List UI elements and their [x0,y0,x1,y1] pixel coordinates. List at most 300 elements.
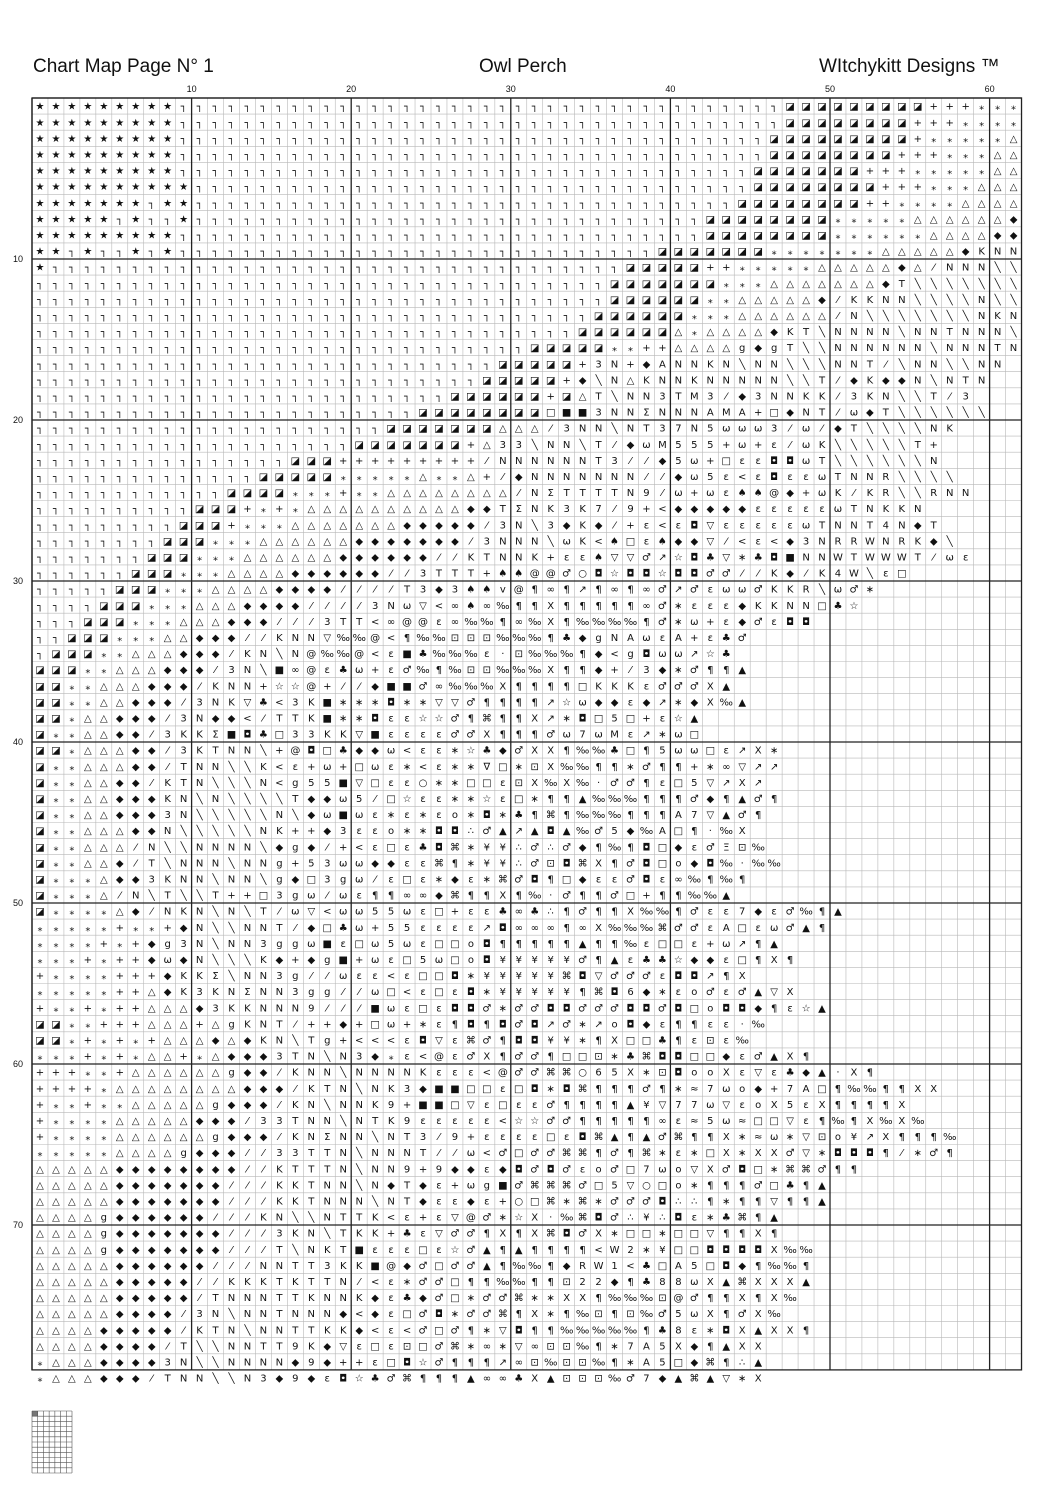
stitch-symbol: ○ [418,777,428,789]
stitch-symbol: ◪ [833,198,843,210]
stitch-symbol: · [708,826,712,838]
stitch-symbol: ┐ [308,391,315,403]
stitch-symbol: ⁎ [53,938,59,950]
stitch-symbol: ⁎ [244,536,250,548]
stitch-symbol: ┐ [388,198,395,210]
stitch-symbol: X [706,1309,714,1321]
stitch-symbol: N [147,842,156,854]
stitch-symbol: △ [36,1341,44,1353]
stitch-symbol: ⁎ [37,938,43,950]
stitch-symbol: ‰ [607,842,622,854]
stitch-symbol: ⁄ [932,262,935,274]
stitch-symbol: ‰ [543,777,558,789]
stitch-symbol: ┐ [276,117,283,129]
stitch-symbol: ┐ [340,327,347,339]
stitch-symbol: ◪ [194,504,205,516]
stitch-symbol: ε [372,1244,378,1256]
stitch-symbol: ∗ [450,761,460,773]
stitch-symbol: ¶ [627,1276,634,1288]
stitch-symbol: 5 [675,1309,682,1321]
stitch-symbol: ◆ [419,1180,427,1192]
stitch-symbol: ◆ [658,455,667,467]
stitch-symbol: K [339,729,347,741]
stitch-symbol: ↗ [658,552,667,564]
stitch-symbol: ┐ [707,149,714,161]
stitch-symbol: K [196,971,203,983]
stitch-symbol: ╲ [898,327,905,339]
stitch-symbol: ◆ [371,1051,379,1063]
stitch-symbol: ε [962,552,969,564]
stitch-symbol: ┐ [547,246,554,258]
stitch-symbol: ¶ [723,1293,730,1305]
stitch-symbol: ┐ [420,133,427,145]
stitch-symbol: A [706,407,714,419]
stitch-symbol: ¶ [723,1309,730,1321]
stitch-symbol: ┐ [356,310,363,322]
stitch-symbol: ∴ [547,906,554,918]
stitch-symbol: △ [435,488,443,500]
stitch-symbol: ◆ [818,294,826,306]
stitch-symbol: 3 [180,745,187,757]
stitch-symbol: N [690,423,699,435]
stitch-symbol: ┐ [579,262,586,274]
stitch-symbol: ┐ [531,182,538,194]
stitch-symbol: ⁄ [230,1196,233,1208]
stitch-symbol: ╲ [180,842,187,854]
stitch-symbol: ┐ [260,198,267,210]
stitch-symbol: N [882,391,890,403]
stitch-symbol: ◪ [99,600,109,612]
stitch-symbol: ◆ [307,922,316,934]
stitch-symbol: ◆ [243,1051,252,1063]
stitch-symbol: T [483,552,490,564]
stitch-symbol: ∗ [466,971,476,983]
stitch-symbol: ⊡ [658,1067,667,1079]
stitch-symbol: ★ [147,101,157,113]
stitch-symbol: ε [404,777,410,789]
stitch-symbol: N [275,1357,284,1369]
stitch-symbol: ε [675,1115,682,1127]
stitch-symbol: K [292,1196,299,1208]
stitch-symbol: △ [115,745,124,757]
stitch-symbol: ¶ [675,1035,682,1047]
stitch-symbol: ¶ [595,1099,602,1111]
stitch-symbol: ┐ [68,262,75,274]
stitch-symbol: ┐ [244,343,251,355]
stitch-symbol: ∴ [627,1212,634,1224]
stitch-symbol: ┐ [515,278,522,290]
stitch-symbol: N [578,471,587,483]
stitch-symbol: ⌘ [529,1180,540,1192]
stitch-symbol: ⁄ [294,1083,297,1095]
stitch-symbol: ┐ [244,439,251,451]
stitch-symbol: ♠ [737,488,747,500]
stitch-symbol: ◪ [769,214,779,226]
stitch-symbol: 3 [850,391,858,403]
stitch-symbol: N [786,600,794,612]
stitch-symbol: ☆ [466,745,476,757]
stitch-symbol: + [339,1357,348,1369]
stitch-symbol: + [131,987,140,999]
stitch-symbol: ■ [338,777,348,789]
stitch-symbol: ★ [67,101,77,113]
stitch-symbol: ◪ [51,1019,61,1031]
stitch-symbol: ¶ [467,1276,475,1288]
stitch-symbol: ╲ [882,423,889,435]
stitch-symbol: ╲ [898,471,905,483]
stitch-symbol: ┐ [164,214,171,226]
stitch-symbol: + [690,488,699,500]
stitch-symbol: N [594,423,603,435]
stitch-symbol: ▽ [722,1099,731,1111]
stitch-symbol: N [307,632,316,644]
stitch-symbol: ≈ [690,1115,699,1127]
stitch-symbol: 3 [802,536,810,548]
stitch-symbol: ◘ [722,1260,731,1272]
stitch-symbol: ⁄ [789,423,791,435]
stitch-symbol: △ [163,1003,172,1015]
stitch-symbol: ╲ [1010,327,1017,339]
stitch-symbol: ω [402,600,412,612]
stitch-symbol: + [259,681,268,693]
stitch-symbol: ◪ [162,568,173,580]
stitch-symbol: ┐ [100,471,107,483]
stitch-symbol: ┐ [164,407,171,419]
stitch-symbol: ¶ [627,810,634,822]
stitch-symbol: ε [627,697,634,709]
stitch-symbol: N [850,359,858,371]
stitch-symbol: △ [36,1276,44,1288]
stitch-symbol: ⁎ [979,133,985,145]
stitch-symbol: ω [658,1164,667,1176]
stitch-symbol: ◆ [227,1051,236,1063]
stitch-symbol: ┐ [228,375,235,387]
stitch-symbol: ◆ [403,1260,411,1272]
stitch-symbol: g [292,842,299,854]
stitch-symbol: + [131,938,140,950]
stitch-symbol: 7 [579,729,586,741]
stitch-symbol: N [227,745,236,757]
stitch-symbol: ∗ [674,616,683,628]
stitch-symbol: ◆ [147,793,156,805]
stitch-symbol: ┐ [467,101,474,113]
stitch-symbol: △ [68,1373,76,1385]
stitch-symbol: ¶ [754,1196,762,1208]
stitch-symbol: ε [755,504,761,516]
stitch-symbol: ⊡ [658,1293,667,1305]
stitch-symbol: ◪ [785,117,795,129]
stitch-symbol: ⁎ [181,584,187,596]
stitch-symbol: T [404,1180,411,1192]
stitch-symbol: ⁎ [835,230,841,242]
stitch-symbol: X [882,1132,890,1144]
stitch-symbol: ◘ [706,858,715,870]
stitch-symbol: ■ [577,407,588,419]
stitch-symbol: △ [68,1180,76,1192]
stitch-symbol: ◪ [865,133,875,145]
stitch-symbol: ╲ [212,906,219,918]
stitch-symbol: ε [372,1357,378,1369]
stitch-symbol: ◆ [243,1132,252,1144]
stitch-symbol: ◆ [913,520,922,532]
stitch-symbol: 3 [292,697,299,709]
stitch-symbol: △ [68,1276,76,1288]
stitch-symbol: ◆ [131,1357,140,1369]
stitch-symbol: ┐ [420,117,427,129]
stitch-symbol: ┐ [36,584,43,596]
stitch-symbol: ┐ [340,310,347,322]
stitch-symbol: △ [355,520,364,532]
stitch-symbol: + [578,359,587,371]
stitch-symbol: ┐ [100,455,107,467]
stitch-symbol: ┐ [100,439,107,451]
stitch-symbol: N [387,1067,395,1079]
stitch-symbol: ⁄ [374,584,376,596]
stitch-symbol: ┐ [324,246,331,258]
stitch-symbol: ∗ [578,1019,587,1031]
stitch-symbol: ┐ [755,133,762,145]
stitch-symbol: K [531,552,539,564]
stitch-symbol: ┐ [260,310,267,322]
stitch-symbol: 5 [659,1357,666,1369]
stitch-symbol: ◪ [769,198,779,210]
stitch-symbol: N [211,697,220,709]
stitch-symbol: ⁎ [101,922,107,934]
stitch-symbol: ◘ [594,1212,603,1224]
stitch-symbol: T [595,391,602,403]
stitch-symbol: ┐ [308,182,315,194]
stitch-symbol: ┐ [292,230,299,242]
stitch-symbol: g [180,1148,187,1160]
stitch-symbol: ♂ [657,1132,667,1144]
stitch-symbol: ⊡ [514,649,523,661]
stitch-symbol: ε [404,810,410,822]
stitch-symbol: ◆ [371,568,379,580]
stitch-symbol: △ [419,488,427,500]
stitch-symbol: ┐ [148,536,155,548]
stitch-symbol: ⌘ [402,1373,413,1385]
stitch-symbol: ⁎ [995,101,1001,113]
stitch-symbol: ‰ [783,1260,797,1272]
stitch-symbol: T [595,439,602,451]
stitch-symbol: ┐ [292,359,299,371]
stitch-symbol: ┐ [228,471,235,483]
stitch-symbol: ◆ [227,1115,236,1127]
stitch-symbol: ┐ [164,359,171,371]
stitch-symbol: ♠ [466,584,476,596]
stitch-symbol: ◘ [690,552,699,564]
stitch-symbol: 3 [499,439,507,451]
stitch-symbol: ⊡ [530,761,539,773]
stitch-symbol: X [531,1212,539,1224]
stitch-symbol: ★ [51,182,61,194]
stitch-symbol: ∗ [530,1293,539,1305]
stitch-symbol: ¶ [595,906,602,918]
stitch-symbol: ♂ [450,1260,460,1272]
stitch-symbol: K [786,327,794,339]
stitch-symbol: ¶ [770,1228,778,1240]
stitch-symbol: + [115,922,124,934]
stitch-symbol: ⁄ [470,536,472,548]
stitch-symbol: ◪ [801,198,811,210]
stitch-symbol: + [115,1019,124,1031]
stitch-symbol: ┐ [132,552,139,564]
stitch-symbol: △ [52,1373,60,1385]
stitch-symbol: ╲ [739,359,746,371]
stitch-symbol: ┐ [515,262,522,274]
stitch-symbol: ┐ [499,310,506,322]
stitch-symbol: ┐ [132,359,139,371]
stitch-symbol: △ [115,1083,124,1095]
stitch-symbol: ◪ [737,214,747,226]
stitch-symbol: ◘ [562,1083,571,1095]
stitch-symbol: ┐ [196,359,203,371]
stitch-symbol: ⁄ [150,777,153,789]
stitch-symbol: N [499,455,507,467]
stitch-symbol: T [850,423,857,435]
stitch-symbol: ¶ [723,1357,730,1369]
stitch-symbol: ┐ [116,536,123,548]
stitch-symbol: ω [594,729,603,741]
stitch-symbol: ♂ [610,1164,620,1176]
stitch-symbol: ┐ [595,133,602,145]
stitch-symbol: ω [658,649,667,661]
stitch-symbol: ┐ [388,101,395,113]
stitch-symbol: ┐ [196,214,203,226]
stitch-symbol: X [770,1148,778,1160]
stitch-symbol: ╲ [994,278,1001,290]
stitch-symbol: ♂ [737,1309,747,1321]
stitch-symbol: ┐ [420,182,427,194]
stitch-symbol: ┐ [292,375,299,387]
stitch-symbol: ┐ [260,278,267,290]
stitch-symbol: ◆ [642,987,651,999]
stitch-symbol: ┐ [308,214,315,226]
stitch-symbol: ¶ [659,793,666,805]
stitch-symbol: ⁎ [835,214,841,226]
stitch-symbol: ◆ [371,552,379,564]
stitch-symbol: ▽ [690,1164,699,1176]
stitch-symbol: ★ [83,230,93,242]
stitch-symbol: ¶ [515,890,522,902]
stitch-symbol: ◘ [435,826,443,838]
stitch-symbol: ╲ [898,359,905,371]
stitch-symbol: + [339,1035,348,1047]
stitch-symbol: N [275,1260,284,1272]
stitch-symbol: ◆ [722,504,731,516]
stitch-symbol: ┐ [451,310,458,322]
stitch-symbol: ε [675,987,682,999]
stitch-symbol: ┐ [467,230,474,242]
stitch-symbol: ↗ [722,777,731,789]
stitch-symbol: ◘ [610,987,619,999]
stitch-symbol: ∗ [546,1309,555,1321]
stitch-symbol: ┐ [180,455,187,467]
stitch-symbol: N [291,1003,300,1015]
stitch-symbol: ┐ [196,327,203,339]
stitch-symbol: @ [545,568,556,580]
stitch-symbol: ◆ [147,1260,156,1272]
stitch-symbol: ┐ [356,230,363,242]
stitch-symbol: ◪ [897,133,907,145]
stitch-symbol: ┐ [68,391,75,403]
stitch-symbol: ♂ [434,1357,444,1369]
stitch-symbol: ◪ [577,343,588,355]
stitch-symbol: 3 [419,584,427,596]
stitch-symbol: ♂ [482,1035,492,1047]
stitch-symbol: ⁎ [931,198,937,210]
stitch-symbol: ⁄ [837,375,839,387]
stitch-symbol: X [499,681,507,693]
stitch-symbol: ◘ [674,1067,683,1079]
stitch-symbol: △ [882,246,890,258]
stitch-symbol: ⊡ [482,665,492,677]
stitch-symbol: ◆ [307,568,316,580]
stitch-symbol: ⌘ [545,1067,556,1079]
stitch-symbol: ⁄ [310,971,313,983]
stitch-symbol: ┐ [483,133,490,145]
stitch-symbol: ┐ [499,198,506,210]
stitch-symbol: ∞ [530,1341,539,1353]
stitch-symbol: ♂ [402,665,412,677]
stitch-symbol: ╲ [212,1373,219,1385]
stitch-symbol: ┐ [595,149,602,161]
stitch-symbol: ┐ [611,101,618,113]
stitch-symbol: ◪ [35,745,45,757]
stitch-symbol: ◪ [785,149,795,161]
stitch-symbol: ┐ [148,262,155,274]
stitch-symbol: N [658,407,667,419]
stitch-symbol: < [370,649,380,661]
stitch-symbol: ┐ [372,214,379,226]
stitch-symbol: △ [275,552,284,564]
stitch-symbol: < [275,777,284,789]
stitch-symbol: 3 [212,1003,219,1015]
stitch-symbol: ┐ [116,262,123,274]
stitch-symbol: ⊡ [546,1341,555,1353]
stitch-symbol: □ [434,1260,444,1272]
stitch-symbol: ◪ [753,198,763,210]
stitch-symbol: ┐ [260,182,267,194]
stitch-symbol: 5 [707,423,714,435]
stitch-symbol: ◆ [387,1180,395,1192]
stitch-symbol: N [323,1309,332,1321]
stitch-symbol: ⁎ [899,214,905,226]
stitch-symbol: N [179,793,188,805]
stitch-symbol: ┐ [404,327,411,339]
stitch-symbol: N [387,600,395,612]
stitch-symbol: + [913,117,922,129]
stitch-symbol: ⁄ [182,697,185,709]
stitch-symbol: N [850,520,858,532]
stitch-symbol: ◆ [115,1196,124,1208]
stitch-symbol: < [370,616,380,628]
stitch-symbol: ┐ [404,198,411,210]
stitch-symbol: ⁄ [134,858,137,870]
stitch-symbol: ◆ [850,375,858,387]
stitch-symbol: ◆ [243,600,252,612]
stitch-symbol: ◆ [323,1357,332,1369]
stitch-symbol: N [403,1148,411,1160]
stitch-symbol: ┐ [388,391,395,403]
stitch-symbol: ┐ [420,278,427,290]
stitch-symbol: ╲ [372,1196,379,1208]
stitch-symbol: ┐ [324,439,331,451]
stitch-symbol: K [276,1164,283,1176]
stitch-symbol: ⁎ [723,278,729,290]
stitch-symbol: ┐ [36,471,43,483]
stitch-symbol: ◪ [530,343,540,355]
